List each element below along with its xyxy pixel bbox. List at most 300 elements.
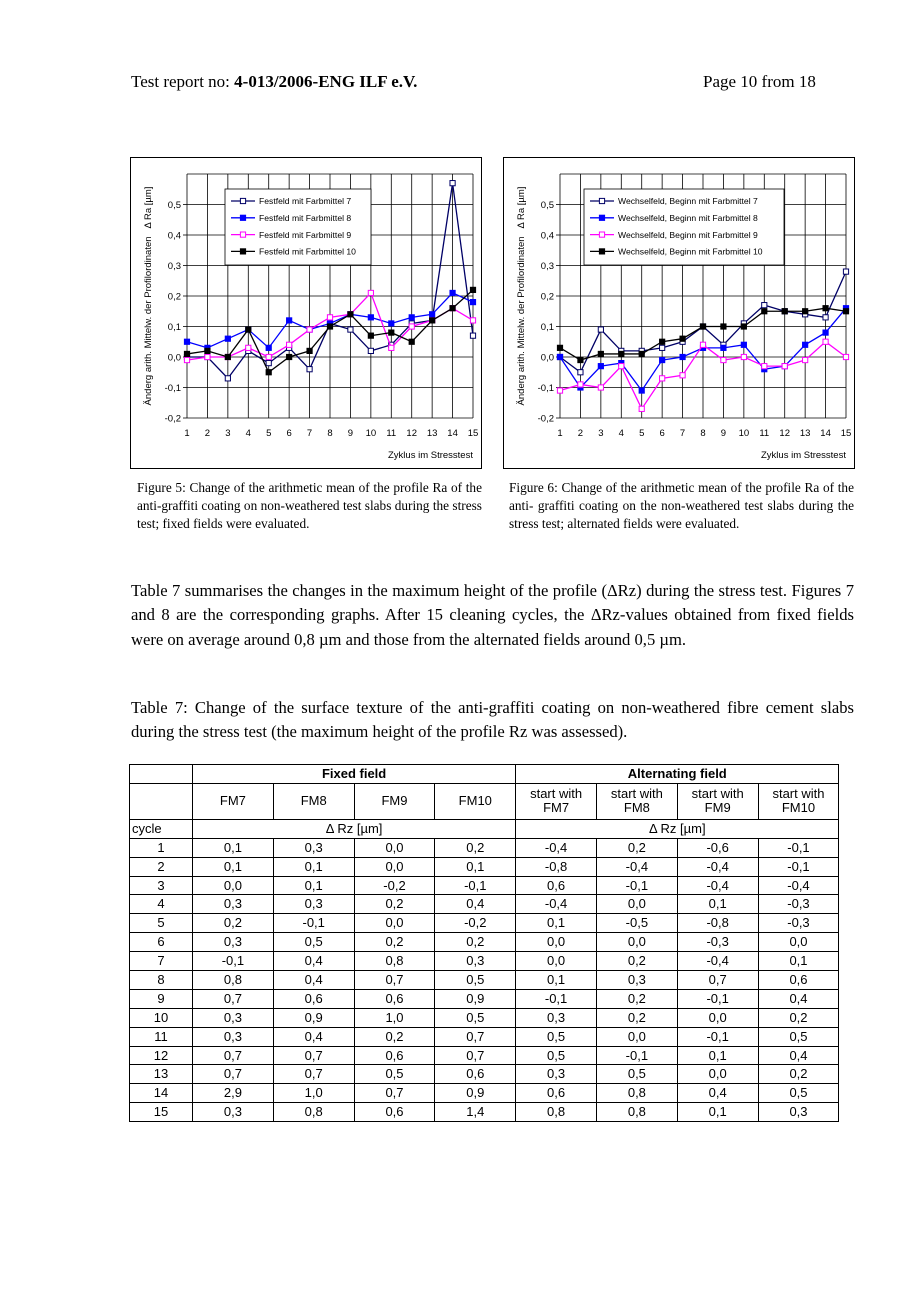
- value-cell: 0,5: [596, 1065, 677, 1084]
- cycle-cell: 13: [130, 1065, 193, 1084]
- table-corner-cell: [130, 765, 193, 784]
- value-cell: 0,8: [193, 971, 274, 990]
- x-tick-label: 1: [184, 428, 190, 439]
- data-point: [557, 345, 562, 350]
- col-start-fm10: start with FM10: [758, 783, 839, 819]
- cycle-cell: 2: [130, 857, 193, 876]
- cycle-cell: 3: [130, 876, 193, 895]
- data-point: [430, 318, 435, 323]
- table-row: [130, 895, 839, 914]
- value-cell: 0,0: [354, 914, 435, 933]
- value-cell: 0,4: [435, 895, 516, 914]
- legend-marker: [599, 232, 604, 237]
- data-point: [348, 312, 353, 317]
- data-point: [578, 382, 583, 387]
- value-cell: 0,4: [758, 1046, 839, 1065]
- value-cell: 0,3: [596, 971, 677, 990]
- data-point: [389, 330, 394, 335]
- table-unit-row: [130, 819, 839, 838]
- value-cell: 0,1: [677, 895, 758, 914]
- x-tick-label: 6: [659, 428, 665, 439]
- value-cell: 0,7: [435, 1046, 516, 1065]
- value-cell: 0,1: [435, 857, 516, 876]
- cycle-cell: 7: [130, 952, 193, 971]
- data-point: [266, 345, 271, 350]
- data-point: [266, 361, 271, 366]
- table-row: [130, 989, 839, 1008]
- y-tick-label: -0,1: [537, 383, 554, 394]
- value-cell: -0,1: [596, 876, 677, 895]
- x-tick-label: 8: [700, 428, 706, 439]
- y-tick-label: 0,3: [540, 261, 554, 272]
- cycle-cell: 8: [130, 971, 193, 990]
- figure-5-caption: Figure 5: Change of the arithmetic mean of the profile Ra of the anti-graffiti coating on non-weathered test slabs during the stress test; fixed fields were evaluated.: [137, 480, 482, 532]
- table-row: [130, 1065, 839, 1084]
- report-number-prefix: Test report no:: [131, 72, 235, 91]
- value-cell: -0,3: [758, 895, 839, 914]
- value-cell: 0,7: [193, 1065, 274, 1084]
- cycle-cell: 5: [130, 914, 193, 933]
- x-tick-label: 12: [779, 428, 791, 439]
- value-cell: 0,0: [596, 895, 677, 914]
- data-point: [803, 342, 808, 347]
- data-point: [721, 324, 726, 329]
- data-point: [782, 309, 787, 314]
- cycle-cell: 1: [130, 838, 193, 857]
- value-cell: 0,2: [354, 895, 435, 914]
- value-cell: 0,4: [273, 1027, 354, 1046]
- value-cell: 0,5: [435, 971, 516, 990]
- value-cell: 0,7: [435, 1027, 516, 1046]
- x-tick-label: 3: [598, 428, 604, 439]
- value-cell: 0,1: [677, 1103, 758, 1122]
- value-cell: 0,3: [193, 1027, 274, 1046]
- value-cell: -0,1: [758, 838, 839, 857]
- value-cell: 0,1: [516, 914, 597, 933]
- col-fm8: FM8: [273, 783, 354, 819]
- y-axis-label-text: Änderg arith. Mittelw. der Profilordinaten: [143, 236, 154, 406]
- value-cell: 0,5: [435, 1008, 516, 1027]
- data-point: [843, 354, 848, 359]
- data-point: [741, 324, 746, 329]
- legend-label: Wechselfeld, Beginn mit Farbmittel 10: [618, 246, 763, 257]
- value-cell: -0,5: [596, 914, 677, 933]
- x-tick-label: 10: [738, 428, 750, 439]
- cycle-cell: 6: [130, 933, 193, 952]
- value-cell: 0,9: [435, 989, 516, 1008]
- value-cell: -0,4: [677, 857, 758, 876]
- data-point: [205, 354, 210, 359]
- data-point: [327, 324, 332, 329]
- value-cell: -0,4: [516, 838, 597, 857]
- figure-6-caption: Figure 6: Change of the arithmetic mean of the profile Ra of the anti- graffiti coating on the non-weathered test slabs during the stress test; alternated fields were evaluated.: [509, 480, 854, 532]
- value-cell: -0,1: [516, 989, 597, 1008]
- cycle-cell: 10: [130, 1008, 193, 1027]
- table-row: [130, 857, 839, 876]
- value-cell: -0,1: [758, 857, 839, 876]
- y-tick-label: 0,2: [167, 291, 181, 303]
- col-start-fm9: start with FM9: [677, 783, 758, 819]
- value-cell: 0,7: [193, 989, 274, 1008]
- group-fixed-field: Fixed field: [193, 765, 516, 784]
- cycle-cell: 9: [130, 989, 193, 1008]
- value-cell: -0,3: [677, 933, 758, 952]
- data-point: [470, 333, 475, 338]
- value-cell: 0,3: [193, 1103, 274, 1122]
- table-row: [130, 952, 839, 971]
- value-cell: 0,1: [516, 971, 597, 990]
- value-cell: 0,6: [273, 989, 354, 1008]
- cycle-cell: 4: [130, 895, 193, 914]
- table-group-header-row: [130, 765, 839, 784]
- data-point: [803, 357, 808, 362]
- legend-label: Festfeld mit Farbmittel 7: [259, 196, 352, 207]
- table-7-caption: Table 7: Change of the surface texture of the anti-graffiti coating on non-weathered fibre cement slabs during the stress test (the maximum height of the profile Rz was assessed).: [131, 698, 854, 742]
- value-cell: 0,3: [273, 895, 354, 914]
- value-cell: 0,2: [596, 952, 677, 971]
- value-cell: 0,4: [758, 989, 839, 1008]
- data-point: [823, 330, 828, 335]
- x-tick-label: 3: [225, 428, 231, 439]
- data-point: [843, 309, 848, 314]
- report-number: [131, 72, 417, 92]
- legend-label: Festfeld mit Farbmittel 8: [259, 213, 352, 223]
- value-cell: 0,2: [758, 1008, 839, 1027]
- cycle-label: cycle: [130, 819, 193, 838]
- data-point: [680, 354, 685, 359]
- unit-fixed: Δ Rz [µm]: [193, 819, 516, 838]
- value-cell: 0,6: [516, 876, 597, 895]
- value-cell: -0,1: [273, 914, 354, 933]
- value-cell: -0,1: [596, 1046, 677, 1065]
- value-cell: 0,2: [435, 933, 516, 952]
- data-point: [184, 357, 189, 362]
- value-cell: 0,2: [596, 1008, 677, 1027]
- data-point: [700, 324, 705, 329]
- y-axis-label-symbol: Δ Ra [µm]: [516, 186, 527, 229]
- value-cell: 0,0: [516, 933, 597, 952]
- y-tick-label: -0,2: [164, 413, 181, 425]
- data-point: [823, 306, 828, 311]
- value-cell: -0,4: [677, 952, 758, 971]
- legend-marker: [240, 232, 245, 237]
- value-cell: 0,5: [354, 1065, 435, 1084]
- data-point: [470, 318, 475, 323]
- value-cell: 0,4: [677, 1084, 758, 1103]
- data-point: [184, 339, 189, 344]
- data-point: [721, 357, 726, 362]
- col-start-fm8: start with FM8: [596, 783, 677, 819]
- data-point: [578, 370, 583, 375]
- figure-5-chart: [130, 157, 482, 469]
- value-cell: 0,7: [354, 1084, 435, 1103]
- value-cell: 0,6: [435, 1065, 516, 1084]
- value-cell: -0,4: [516, 895, 597, 914]
- y-tick-label: 0,0: [167, 352, 181, 364]
- value-cell: 0,8: [354, 952, 435, 971]
- value-cell: 1,0: [273, 1084, 354, 1103]
- value-cell: 0,0: [354, 857, 435, 876]
- value-cell: 0,3: [273, 838, 354, 857]
- data-point: [660, 376, 665, 381]
- legend-marker: [599, 215, 604, 220]
- table-row: [130, 1008, 839, 1027]
- value-cell: -0,4: [596, 857, 677, 876]
- data-point: [803, 309, 808, 314]
- data-point: [680, 373, 685, 378]
- value-cell: 1,4: [435, 1103, 516, 1122]
- value-cell: -0,3: [758, 914, 839, 933]
- col-fm10: FM10: [435, 783, 516, 819]
- value-cell: 0,8: [596, 1103, 677, 1122]
- value-cell: -0,1: [435, 876, 516, 895]
- data-point: [205, 348, 210, 353]
- data-point: [660, 339, 665, 344]
- data-point: [348, 327, 353, 332]
- value-cell: 0,7: [677, 971, 758, 990]
- x-tick-label: 1: [557, 428, 563, 439]
- data-point: [762, 364, 767, 369]
- x-tick-label: 12: [406, 428, 418, 439]
- data-point: [368, 315, 373, 320]
- y-axis-label-symbol: Δ Ra [µm]: [143, 186, 154, 229]
- value-cell: 0,2: [758, 1065, 839, 1084]
- value-cell: 0,0: [677, 1008, 758, 1027]
- value-cell: -0,4: [677, 876, 758, 895]
- figure-6-chart: [503, 157, 855, 469]
- legend-label: Wechselfeld, Beginn mit Farbmittel 9: [618, 229, 758, 240]
- data-point: [598, 351, 603, 356]
- data-point: [246, 345, 251, 350]
- table-row: [130, 914, 839, 933]
- data-point: [389, 345, 394, 350]
- value-cell: 0,2: [354, 933, 435, 952]
- x-tick-label: 14: [447, 428, 458, 439]
- value-cell: -0,6: [677, 838, 758, 857]
- data-point: [225, 376, 230, 381]
- table-row: [130, 1084, 839, 1103]
- x-tick-label: 4: [245, 428, 251, 439]
- value-cell: 0,2: [435, 838, 516, 857]
- data-point: [266, 370, 271, 375]
- data-point: [409, 315, 414, 320]
- x-tick-label: 9: [347, 428, 354, 439]
- value-cell: -0,2: [435, 914, 516, 933]
- data-point: [639, 406, 644, 411]
- value-cell: 0,9: [435, 1084, 516, 1103]
- data-point: [307, 327, 312, 332]
- group-alternating-field: Alternating field: [516, 765, 839, 784]
- col-start-fm7: start with FM7: [516, 783, 597, 819]
- chart-legend: [225, 189, 371, 265]
- table-row: [130, 971, 839, 990]
- value-cell: 0,7: [193, 1046, 274, 1065]
- value-cell: 0,0: [516, 952, 597, 971]
- data-point: [430, 312, 435, 317]
- value-cell: 0,3: [193, 933, 274, 952]
- value-cell: -0,4: [758, 876, 839, 895]
- value-cell: 0,4: [273, 971, 354, 990]
- x-tick-label: 2: [204, 428, 211, 439]
- x-tick-label: 11: [386, 428, 397, 439]
- data-point: [287, 354, 292, 359]
- data-point: [598, 364, 603, 369]
- data-point: [843, 269, 848, 274]
- table-row: [130, 1027, 839, 1046]
- data-point: [660, 357, 665, 362]
- chart-legend: [584, 189, 784, 265]
- x-tick-label: 7: [679, 428, 686, 439]
- value-cell: 0,8: [596, 1084, 677, 1103]
- data-point: [450, 290, 455, 295]
- value-cell: 0,5: [516, 1046, 597, 1065]
- value-cell: 0,7: [273, 1065, 354, 1084]
- data-point: [823, 315, 828, 320]
- value-cell: -0,2: [354, 876, 435, 895]
- data-point: [660, 345, 665, 350]
- value-cell: -0,1: [677, 1027, 758, 1046]
- y-tick-label: 0,3: [167, 261, 181, 272]
- data-point: [782, 364, 787, 369]
- x-tick-label: 10: [365, 428, 377, 439]
- value-cell: 0,1: [273, 857, 354, 876]
- y-tick-label: 0,2: [540, 291, 554, 303]
- value-cell: 0,6: [516, 1084, 597, 1103]
- summary-paragraph: Table 7 summarises the changes in the maximum height of the profile (ΔRz) during the stress test. Figures 7 and 8 are the corresponding graphs. After 15 cleaning cycles, the ΔRz-values obtained from fixed fields were on average around 0,8 µm and those from the alternated fields around 0,5 µm.: [131, 581, 854, 649]
- data-point: [823, 339, 828, 344]
- value-cell: 0,8: [273, 1103, 354, 1122]
- data-point: [619, 351, 624, 356]
- table-row: [130, 1103, 839, 1122]
- y-tick-label: 0,0: [540, 352, 554, 364]
- data-point: [557, 354, 562, 359]
- value-cell: 0,1: [193, 838, 274, 857]
- table-row: [130, 933, 839, 952]
- data-point: [389, 321, 394, 326]
- page-number: Page 10 from 18: [703, 72, 816, 91]
- x-tick-label: 6: [286, 428, 292, 439]
- col-fm7: FM7: [193, 783, 274, 819]
- data-point: [368, 290, 373, 295]
- data-point: [470, 287, 475, 292]
- value-cell: 0,0: [354, 838, 435, 857]
- y-axis-label-text: Änderg arith. Mittelw. der Profilordinaten: [516, 236, 527, 406]
- value-cell: 0,0: [758, 933, 839, 952]
- data-point: [287, 342, 292, 347]
- value-cell: 0,3: [516, 1008, 597, 1027]
- data-point: [450, 181, 455, 186]
- x-tick-label: 15: [840, 428, 852, 439]
- y-axis-label: [516, 187, 527, 406]
- unit-alternating: Δ Rz [µm]: [516, 819, 839, 838]
- value-cell: 0,1: [193, 857, 274, 876]
- value-cell: 0,5: [273, 933, 354, 952]
- x-tick-label: 4: [618, 428, 624, 439]
- value-cell: 0,1: [677, 1046, 758, 1065]
- value-cell: 0,0: [677, 1065, 758, 1084]
- data-point: [368, 348, 373, 353]
- value-cell: 0,2: [193, 914, 274, 933]
- x-tick-label: 13: [426, 428, 438, 439]
- value-cell: 0,6: [354, 1046, 435, 1065]
- y-axis-label: [143, 187, 154, 406]
- data-point: [368, 333, 373, 338]
- table-column-header-row: [130, 783, 839, 819]
- value-cell: 0,3: [758, 1103, 839, 1122]
- col-fm9: FM9: [354, 783, 435, 819]
- data-point: [578, 357, 583, 362]
- data-point: [741, 354, 746, 359]
- x-tick-label: 7: [306, 428, 313, 439]
- data-point: [287, 318, 292, 323]
- data-point: [184, 351, 189, 356]
- value-cell: 0,8: [516, 1103, 597, 1122]
- y-tick-label: -0,2: [537, 413, 554, 425]
- legend-marker: [599, 198, 604, 203]
- cycle-cell: 15: [130, 1103, 193, 1122]
- x-tick-label: 14: [820, 428, 831, 439]
- value-cell: 0,6: [354, 989, 435, 1008]
- data-point: [307, 367, 312, 372]
- table-row: [130, 838, 839, 857]
- cycle-cell: 12: [130, 1046, 193, 1065]
- value-cell: 0,2: [596, 989, 677, 1008]
- value-cell: 0,3: [193, 895, 274, 914]
- x-axis-label: Zyklus im Stresstest: [761, 450, 846, 461]
- legend-label: Wechselfeld, Beginn mit Farbmittel 7: [618, 196, 758, 207]
- value-cell: 0,5: [758, 1084, 839, 1103]
- data-point: [619, 364, 624, 369]
- table-row: [130, 1046, 839, 1065]
- x-axis-label: Zyklus im Stresstest: [388, 450, 473, 461]
- x-tick-label: 5: [266, 428, 272, 439]
- x-tick-label: 2: [577, 428, 584, 439]
- legend-marker: [599, 249, 604, 254]
- value-cell: 0,2: [354, 1027, 435, 1046]
- legend-marker: [240, 198, 245, 203]
- value-cell: 0,3: [193, 1008, 274, 1027]
- data-point: [639, 351, 644, 356]
- x-tick-label: 13: [799, 428, 811, 439]
- y-tick-label: 0,1: [540, 322, 554, 333]
- data-point: [741, 342, 746, 347]
- table-7: [129, 764, 839, 1122]
- x-tick-label: 8: [327, 428, 333, 439]
- table-body: [130, 838, 839, 1121]
- value-cell: 0,7: [354, 971, 435, 990]
- legend-label: Festfeld mit Farbmittel 10: [259, 246, 356, 257]
- data-point: [470, 300, 475, 305]
- value-cell: 0,1: [758, 952, 839, 971]
- value-cell: 0,1: [273, 876, 354, 895]
- cycle-cell: 14: [130, 1084, 193, 1103]
- value-cell: 0,0: [596, 933, 677, 952]
- data-point: [450, 306, 455, 311]
- cycle-cell: 11: [130, 1027, 193, 1046]
- table-row: [130, 876, 839, 895]
- data-point: [680, 336, 685, 341]
- value-cell: 0,6: [354, 1103, 435, 1122]
- x-tick-label: 9: [720, 428, 727, 439]
- data-point: [409, 324, 414, 329]
- chart-svg: [504, 158, 856, 470]
- x-tick-label: 5: [639, 428, 645, 439]
- value-cell: 0,6: [758, 971, 839, 990]
- table-empty-header-cell: [130, 783, 193, 819]
- y-tick-label: 0,5: [167, 200, 181, 211]
- value-cell: 0,3: [435, 952, 516, 971]
- data-point: [266, 354, 271, 359]
